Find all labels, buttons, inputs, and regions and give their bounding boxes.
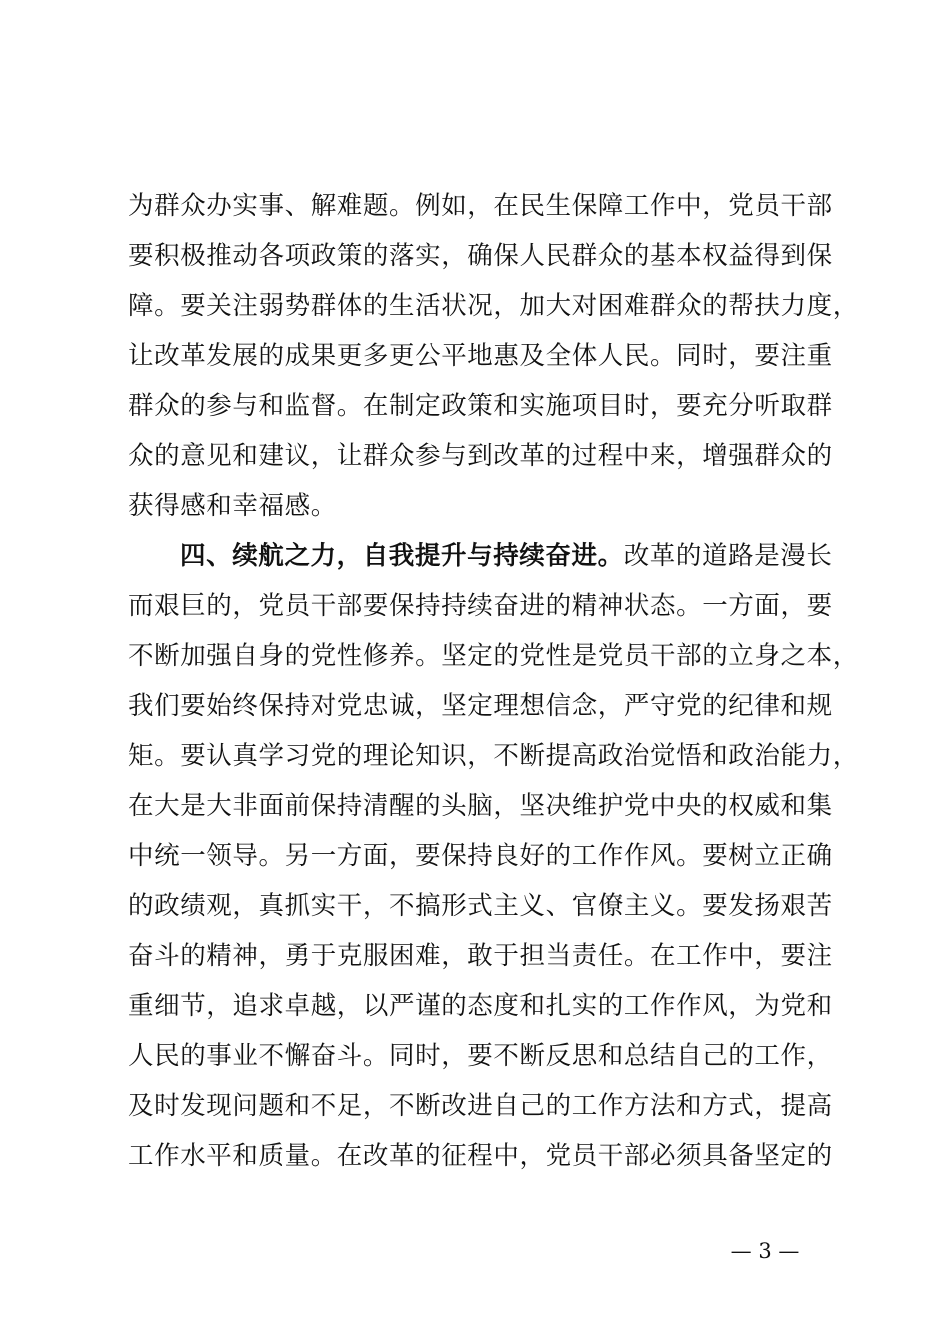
text-line: 而艰巨的，党员干部要保持持续奋进的精神状态。一方面，要	[128, 591, 833, 621]
text-line: 的政绩观，真抓实干，不搞形式主义、官僚主义。要发扬艰苦	[128, 891, 833, 921]
text-line: 我们要始终保持对党忠诚，坚定理想信念，严守党的纪律和规	[128, 691, 833, 721]
text-line: 让改革发展的成果更多更公平地惠及全体人民。同时，要注重	[128, 341, 833, 371]
heading-line-text: 改革的道路是漫长	[623, 541, 833, 571]
text-line: 为群众办实事、解难题。例如，在民生保障工作中，党员干部	[128, 191, 833, 221]
text-line: 群众的参与和监督。在制定政策和实施项目时，要充分听取群	[128, 391, 833, 421]
text-line: 要积极推动各项政策的落实，确保人民群众的基本权益得到保	[128, 241, 833, 271]
text-line: 奋斗的精神，勇于克服困难，敢于担当责任。在工作中，要注	[128, 941, 833, 971]
text-line: 人民的事业不懈奋斗。同时，要不断反思和总结自己的工作，	[128, 1041, 833, 1071]
text-line: 障。要关注弱势群体的生活状况，加大对困难群众的帮扶力度，	[128, 291, 859, 321]
text-line: 中统一领导。另一方面，要保持良好的工作作风。要树立正确	[128, 841, 833, 871]
section-heading: 四、续航之力，自我提升与持续奋进。	[180, 541, 624, 571]
text-line: 及时发现问题和不足，不断改进自己的工作方法和方式，提高	[128, 1091, 833, 1121]
text-line: 在大是大非面前保持清醒的头脑，坚决维护党中央的权威和集	[128, 791, 833, 821]
text-line: 获得感和幸福感。	[128, 491, 337, 521]
page-number: — 3 —	[730, 1239, 800, 1263]
section-heading-line	[180, 536, 832, 576]
text-line: 不断加强自身的党性修养。坚定的党性是党员干部的立身之本，	[128, 641, 859, 671]
text-line: 工作水平和质量。在改革的征程中，党员干部必须具备坚定的	[128, 1141, 833, 1171]
text-line: 众的意见和建议，让群众参与到改革的过程中来，增强群众的	[128, 441, 833, 471]
text-line: 重细节，追求卓越，以严谨的态度和扎实的工作作风，为党和	[128, 991, 833, 1021]
text-line: 矩。要认真学习党的理论知识，不断提高政治觉悟和政治能力，	[128, 741, 859, 771]
